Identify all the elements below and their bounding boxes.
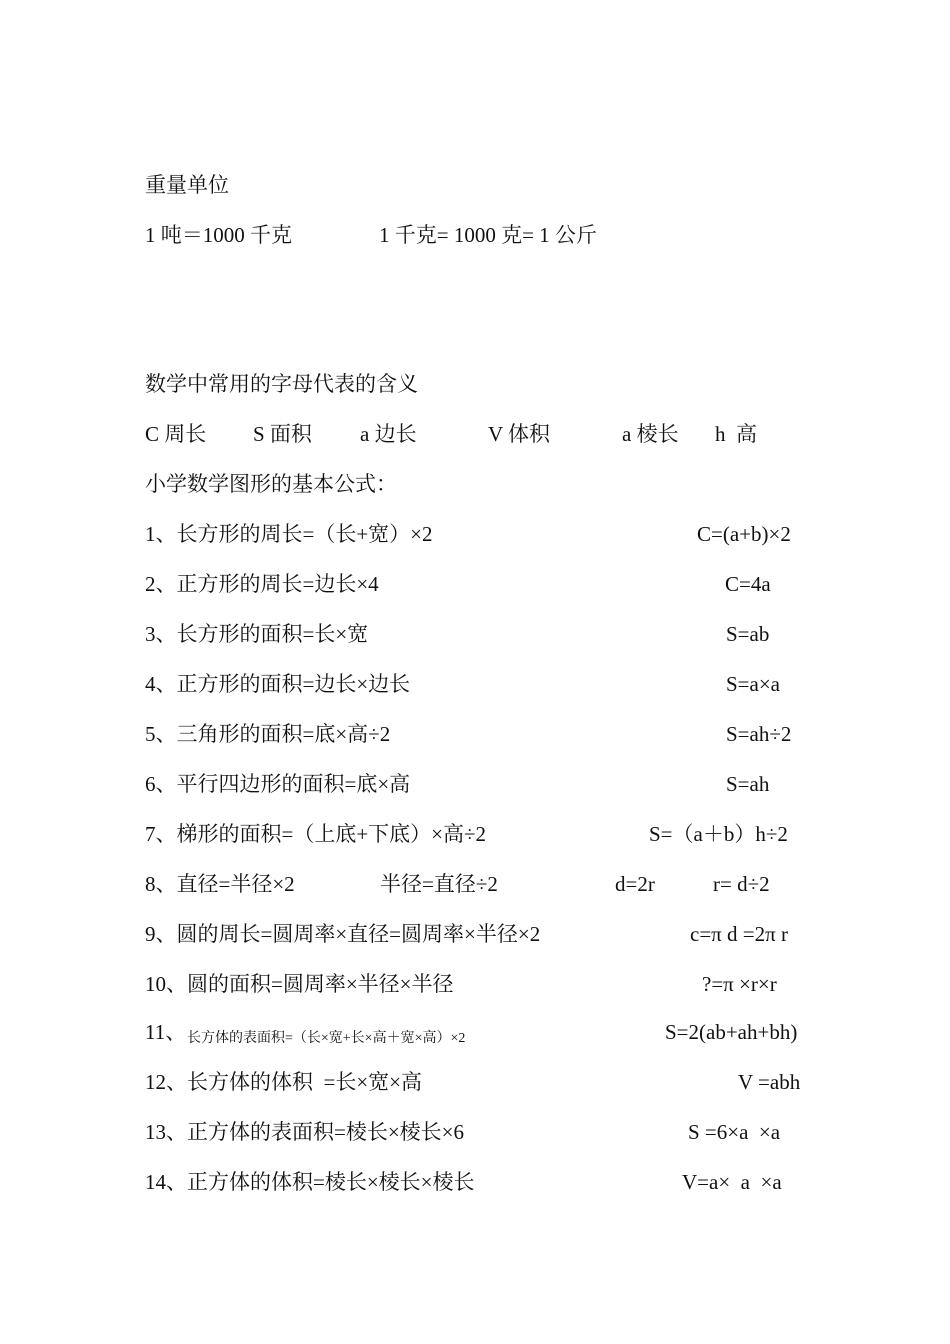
weight-heading: 重量单位: [145, 173, 229, 197]
weight-conversion-kg: 1 千克= 1000 克= 1 公斤: [379, 223, 597, 247]
formula-expression: r= d÷2: [713, 872, 770, 896]
formula-text: 10、圆的面积=圆周率×半径×半径: [145, 972, 454, 996]
formula-text: 12、长方体的体积 =长×宽×高: [145, 1070, 423, 1094]
letter-item: a 棱长: [622, 422, 679, 446]
formula-expression: S=a×a: [726, 672, 781, 696]
formula-expression: S=ah: [726, 772, 770, 796]
formula-text: 2、正方形的周长=边长×4: [145, 572, 379, 596]
formula-expression: c=π d =2π r: [690, 922, 788, 946]
formula-text: 14、正方体的体积=棱长×棱长×棱长: [145, 1170, 475, 1194]
formula-text: 7、梯形的面积=（上底+下底）×高÷2: [145, 822, 487, 846]
formula-expression: S=（a＋b）h÷2: [649, 822, 788, 846]
weight-conversion-ton: 1 吨＝1000 千克: [145, 223, 292, 247]
letter-item: V 体积: [488, 422, 551, 446]
formula-text: 8、直径=半径×2: [145, 872, 295, 896]
formula-text: 3、长方形的面积=长×宽: [145, 622, 369, 646]
letters-legend: [145, 422, 845, 446]
formula-number: 11、: [145, 1020, 187, 1044]
formula-expression: V=a× a ×a: [682, 1170, 782, 1194]
formula-expression: S=ab: [726, 622, 770, 646]
letter-item: S 面积: [253, 422, 312, 446]
formula-text: 4、正方形的面积=边长×边长: [145, 672, 411, 696]
letters-heading: 数学中常用的字母代表的含义: [145, 372, 418, 396]
formula-expression: ?=π ×r×r: [702, 972, 777, 996]
formula-expression: V =abh: [738, 1070, 801, 1094]
formula-text-secondary: 半径=直径÷2: [380, 872, 498, 896]
formula-text: 长方体的表面积=（长×宽+长×高＋宽×高）×2: [187, 1031, 466, 1046]
letter-item: a 边长: [360, 422, 417, 446]
formula-expression: d=2r: [615, 872, 655, 896]
formula-expression: S =6×a ×a: [688, 1120, 781, 1144]
formula-expression: C=4a: [725, 572, 771, 596]
letter-item: h 高: [715, 422, 757, 446]
formula-text: 5、三角形的面积=底×高÷2: [145, 722, 391, 746]
formula-expression: S=2(ab+ah+bh): [665, 1020, 798, 1044]
formula-expression: S=ah÷2: [726, 722, 792, 746]
formula-text: 1、长方形的周长=（长+宽）×2: [145, 522, 433, 546]
formula-text: 6、平行四边形的面积=底×高: [145, 772, 411, 796]
letter-item: C 周长: [145, 422, 207, 446]
formula-text: 13、正方体的表面积=棱长×棱长×6: [145, 1120, 465, 1144]
formulas-heading: 小学数学图形的基本公式：: [145, 472, 397, 496]
formula-text: 9、圆的周长=圆周率×直径=圆周率×半径×2: [145, 922, 541, 946]
formula-expression: C=(a+b)×2: [697, 522, 791, 546]
